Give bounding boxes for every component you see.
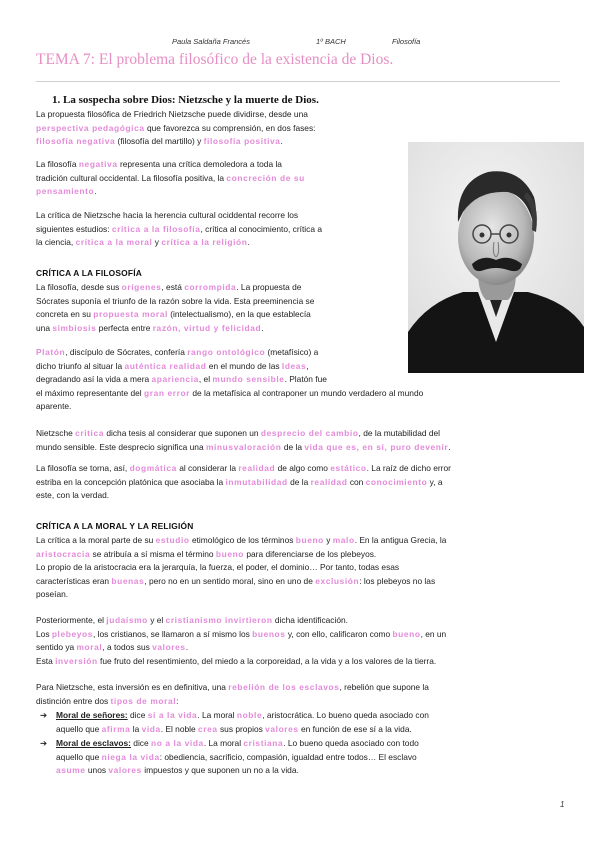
text-run: y, a xyxy=(427,476,443,487)
text-run: La crítica a la moral parte de su xyxy=(36,535,156,545)
text-run: en función de ese sí a la vida. xyxy=(298,723,412,734)
list-item xyxy=(40,709,564,736)
text-run: , los cristianos, se llamaron a sí mismo los xyxy=(92,628,253,639)
text-run: . Lo bueno queda asociado con todo xyxy=(283,738,419,748)
keyword: malo xyxy=(332,535,355,545)
text-run: estriba en la concepción platónica que asociaba la xyxy=(36,476,226,487)
moral-type-label: Moral de esclavos: xyxy=(56,738,131,748)
keyword: corrompida xyxy=(184,282,237,292)
header-course: 1º BACH xyxy=(316,37,346,46)
text-run: de la xyxy=(281,441,305,452)
keyword: perspectiva pedagógica xyxy=(36,122,145,133)
text-run: (metafísico) a xyxy=(265,347,319,357)
text-run: poseían. xyxy=(36,589,69,599)
text-run: y, con ello, calificaron como xyxy=(285,628,393,639)
keyword: niega la vida xyxy=(101,751,160,762)
text-run: sentido ya xyxy=(36,642,77,652)
keyword: critica xyxy=(75,428,104,438)
paragraph xyxy=(36,681,564,708)
text-run: dicha identificación. xyxy=(272,615,348,625)
keyword: crea xyxy=(198,723,218,734)
arrow-icon: ➔ xyxy=(40,738,48,748)
text-run: al considerar la xyxy=(176,463,239,473)
text-run: . La propuesta de xyxy=(236,282,302,292)
title-divider xyxy=(36,81,560,82)
keyword: buenos xyxy=(252,628,286,639)
keyword: cristianismo invirtieron xyxy=(165,615,273,625)
keyword: moral xyxy=(76,642,103,652)
text-run: concreta en su xyxy=(36,309,94,319)
text-run: . Platón fue xyxy=(284,374,327,384)
keyword: razón, virtud y felicidad xyxy=(152,322,262,333)
text-run: dice xyxy=(130,738,151,748)
text-run: sus propios xyxy=(217,723,266,734)
keyword: concreción de su xyxy=(226,172,305,183)
text-run: Para Nietzsche, esta inversión es en definitiva, una xyxy=(36,682,229,692)
text-run: una xyxy=(36,322,53,333)
text-run: de algo como xyxy=(275,463,331,473)
keyword: aristocracia xyxy=(36,548,91,559)
keyword: bueno xyxy=(392,628,421,639)
keyword: inmutabilidad xyxy=(225,476,288,487)
text-run: : los plebeyos no las xyxy=(359,575,436,586)
text-run: se atribuía a sí misma el término xyxy=(90,548,216,559)
text-run: dicho triunfo al situar la xyxy=(36,360,125,371)
keyword: desprecio del cambio xyxy=(260,428,359,438)
text-run: (filosofía del martillo) y xyxy=(115,136,204,146)
keyword: simbiosis xyxy=(52,322,97,333)
paragraph xyxy=(36,346,564,414)
keyword: inversión xyxy=(55,655,98,666)
text-run: representa una crítica demoledora a toda la xyxy=(117,159,282,169)
page-number: 1 xyxy=(560,800,565,809)
keyword: negativa xyxy=(78,159,118,169)
paragraph xyxy=(36,158,406,199)
text-run: dice xyxy=(127,710,148,720)
paragraph xyxy=(36,108,406,149)
text-run: . En la antigua Grecia, la xyxy=(354,535,447,545)
text-run: siguientes estudios: xyxy=(36,223,112,234)
text-run: , aristocrática. Lo bueno queda asociado con xyxy=(262,710,429,720)
text-run: unos xyxy=(85,765,109,775)
keyword: realidad xyxy=(238,463,276,473)
keyword: apariencia xyxy=(151,374,199,384)
section-heading-nietzsche: 1. La sospecha sobre Dios: Nietzsche y la muerte de Dios. xyxy=(52,94,319,106)
keyword: afirma xyxy=(101,723,131,734)
text-run: , crítica al conocimiento, crítica a xyxy=(200,223,322,234)
text-run: distinción entre dos xyxy=(36,695,111,706)
keyword: filosofía positiva xyxy=(203,136,281,146)
text-run: etimológico de los términos xyxy=(189,535,296,545)
header-author: Paula Saldaña Francés xyxy=(172,37,250,46)
text-run: tradición cultural occidental. La filosofía positiva, la xyxy=(36,172,227,183)
text-run: Lo propio de la aristocracia era la jerarquía, la fuerza, el poder, el dominio… Por tanto, todas esas xyxy=(36,562,400,572)
keyword: sí a la vida xyxy=(147,710,198,720)
text-run: . xyxy=(94,186,97,196)
text-run: perfecta entre xyxy=(96,322,153,333)
text-run: (intelectualismo), en la que establecía xyxy=(167,309,311,319)
bullet-text xyxy=(56,738,419,775)
arrow-icon: ➔ xyxy=(40,710,48,720)
text-run: dicha tesis al considerar que suponen un xyxy=(104,428,261,438)
text-run: : xyxy=(176,695,179,706)
keyword: judaísmo xyxy=(106,615,148,625)
keyword: valores xyxy=(265,723,299,734)
text-run: impuestos y que suponen un no a la vida. xyxy=(141,765,299,775)
keyword: pensamiento xyxy=(36,186,95,196)
keyword: rango ontológico xyxy=(187,347,266,357)
keyword: Ideas xyxy=(281,360,307,371)
text-run: . La moral xyxy=(197,710,237,720)
text-run: . La moral xyxy=(203,738,244,748)
text-run: con xyxy=(347,476,366,487)
text-run: Esta xyxy=(36,655,56,666)
text-run: y el xyxy=(147,615,166,625)
text-run: , a todos sus xyxy=(102,642,153,652)
text-run: el máximo representante del xyxy=(36,387,144,398)
text-run: aquello que xyxy=(56,751,102,762)
text-run: degradando así la vida a mera xyxy=(36,374,152,384)
text-run: para diferenciarse de los plebeyos. xyxy=(244,548,377,559)
text-run: . xyxy=(247,237,250,247)
keyword: vida que es, en sí, puro devenir xyxy=(304,441,449,452)
text-run: aquello que xyxy=(56,723,102,734)
text-run: mundo sensible. Este desprecio significa una xyxy=(36,441,206,452)
text-run: , pero no en un sentido moral, sino en uno de xyxy=(144,575,316,586)
text-run: La filosofía, desde sus xyxy=(36,282,122,292)
paragraph xyxy=(36,209,406,250)
keyword: crítica a la religión xyxy=(161,237,248,247)
text-run: de la metafísica al contraponer un mundo verdadero al mundo xyxy=(190,387,424,398)
text-run: , el xyxy=(198,374,213,384)
keyword: buenas xyxy=(111,575,145,586)
keyword: estático xyxy=(330,463,367,473)
keyword: cristiana xyxy=(243,738,284,748)
text-run: que favorezca su comprensión, en dos fases: xyxy=(144,122,316,133)
text-run: , rebelión que supone la xyxy=(339,682,429,692)
text-run: : obediencia, sacrificio, compasión, igualdad entre todos… El esclavo xyxy=(159,751,417,762)
keyword: asume xyxy=(56,765,86,775)
text-run: , xyxy=(306,360,309,371)
text-run: la ciencia, xyxy=(36,237,76,247)
paragraph xyxy=(36,614,564,668)
paragraph xyxy=(36,281,406,335)
text-run: y xyxy=(323,535,333,545)
keyword: bueno xyxy=(295,535,324,545)
keyword: noble xyxy=(236,710,263,720)
keyword: realidad xyxy=(310,476,348,487)
text-run: . xyxy=(261,322,264,333)
text-run: , en un xyxy=(420,628,447,639)
keyword: bueno xyxy=(215,548,245,559)
keyword: dogmática xyxy=(129,463,177,473)
keyword: filosofía negativa xyxy=(36,136,116,146)
text-run: y xyxy=(152,237,162,247)
text-run: Sócrates suponía el triunfo de la razón sobre la vida. Esta preeminencia se xyxy=(36,295,315,306)
list-item xyxy=(40,737,564,778)
text-run: . El noble xyxy=(160,723,198,734)
text-run: aparente. xyxy=(36,401,72,411)
keyword: crítica a la moral xyxy=(75,237,153,247)
text-run: , discípulo de Sócrates, confería xyxy=(65,347,188,357)
paragraph xyxy=(36,427,564,454)
text-run: características eran xyxy=(36,575,112,586)
text-run: Nietzsche xyxy=(36,428,76,438)
keyword: vida xyxy=(141,723,161,734)
text-run: . La raíz de dicho error xyxy=(366,463,451,473)
text-run: . xyxy=(448,441,451,452)
text-run: de la xyxy=(287,476,311,487)
keyword: rebelión de los esclavos xyxy=(228,682,340,692)
text-run: este, con la verdad. xyxy=(36,490,110,500)
keyword: auténtica realidad xyxy=(124,360,207,371)
keyword: exclusión xyxy=(315,575,360,586)
paragraph xyxy=(36,534,564,602)
keyword: valores xyxy=(108,765,142,775)
text-run: , de la mutabilidad del xyxy=(358,428,441,438)
text-run: , está xyxy=(161,282,185,292)
bullet-text xyxy=(56,710,429,734)
keyword: minusvaloración xyxy=(205,441,282,452)
nietzsche-portrait xyxy=(408,142,584,373)
header-subject: Filosofía xyxy=(392,37,421,46)
text-run: fue fruto del resentimiento, del miedo a la corporeidad, a la vida y a los valores de la tierra. xyxy=(97,655,437,666)
section-heading-moral: CRÍTICA A LA MORAL Y LA RELIGIÓN xyxy=(36,521,194,531)
section-heading-filosofia: CRÍTICA A LA FILOSOFÍA xyxy=(36,268,142,278)
text-run: la xyxy=(130,723,142,734)
keyword: propuesta moral xyxy=(93,309,168,319)
keyword: mundo sensible xyxy=(212,374,285,384)
text-run: La filosofía se torna, así, xyxy=(36,463,130,473)
keyword: plebeyos xyxy=(51,628,93,639)
keyword: gran error xyxy=(144,387,191,398)
text-run: Posteriormente, el xyxy=(36,615,107,625)
text-run: . xyxy=(280,136,283,146)
moral-type-label: Moral de señores: xyxy=(56,710,128,720)
page-title: TEMA 7: El problema filosófico de la existencia de Dios. xyxy=(36,51,394,68)
text-run: La propuesta filosófica de Friedrich Nietzsche puede dividirse, desde una xyxy=(36,109,308,119)
keyword: estudio xyxy=(155,535,190,545)
paragraph xyxy=(36,462,564,503)
text-run: Los xyxy=(36,628,52,639)
text-run: La crítica de Nietzsche hacia la herencia cultural ociddental recorre los xyxy=(36,210,299,220)
text-run: La filosofía xyxy=(36,159,79,169)
text-run: en el mundo de las xyxy=(206,360,282,371)
keyword: valores xyxy=(152,642,186,652)
keyword: Platón xyxy=(36,347,66,357)
keyword: tipos de moral xyxy=(110,695,177,706)
keyword: orígenes xyxy=(121,282,162,292)
keyword: no a la vida xyxy=(150,738,204,748)
keyword: crítica a la filosofía xyxy=(111,223,201,234)
keyword: conocimiento xyxy=(365,476,428,487)
text-run: . xyxy=(185,642,189,652)
